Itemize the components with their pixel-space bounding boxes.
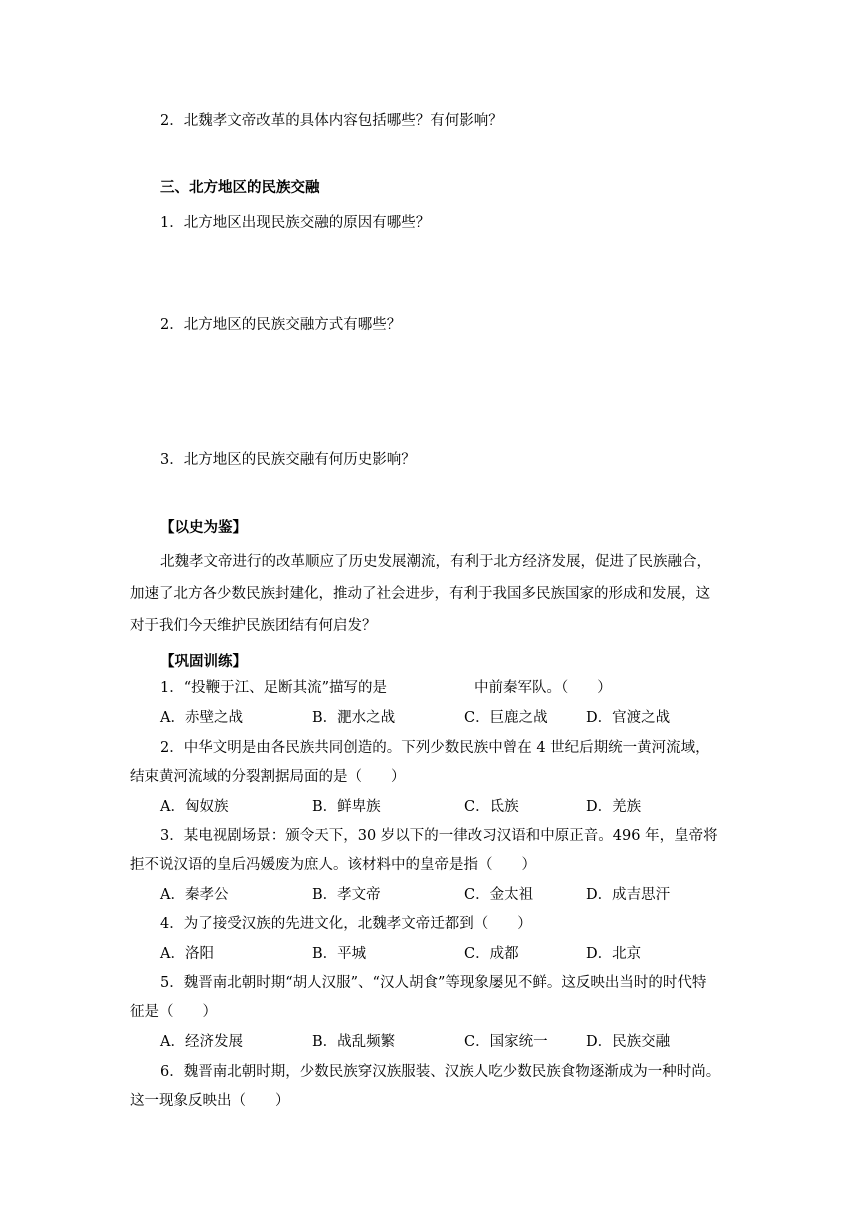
section3-question-3: 3．北方地区的民族交融有何历史影响？: [160, 452, 416, 468]
option-b: B．淝水之战: [312, 710, 396, 726]
option-b: B．鲜卑族: [312, 799, 381, 815]
option-d: D．官渡之战: [586, 710, 671, 726]
practice-question-6: 6．魏晋南北朝时期，少数民族穿汉族服装、汉族人吃少数民族食物逐渐成为一种时尚。: [160, 1064, 721, 1080]
practice-question-2: 2．中华文明是由各民族共同创造的。下列少数民族中曾在 4 世纪后期统一黄河流域，: [160, 740, 710, 756]
section2-question-2: 2．北魏孝文帝改革的具体内容包括哪些？有何影响？: [160, 113, 503, 129]
practice-question-2-cont: 结束黄河流域的分裂割据局面的是（ ）: [130, 769, 406, 785]
section3-question-2: 2．北方地区的民族交融方式有哪些？: [160, 317, 402, 333]
option-a: A．匈奴族: [160, 799, 229, 815]
history-paragraph-line: 对于我们今天维护民族团结有何启发？: [130, 618, 377, 634]
practice-question-4: 4．为了接受汉族的先进文化，北魏孝文帝迁都到（ ）: [160, 916, 532, 932]
option-b: B．孝文帝: [312, 887, 381, 903]
option-d: D．北京: [586, 946, 642, 962]
history-paragraph-line: 北魏孝文帝进行的改革顺应了历史发展潮流，有利于北方经济发展，促进了民族融合，: [160, 554, 711, 570]
option-d: D．羌族: [586, 799, 642, 815]
practice-question-3: 3．某电视剧场景：颁令天下，30 岁以下的一律改习汉语和中原正音。496 年，皇帝将: [160, 828, 718, 844]
option-c: C．巨鹿之战: [464, 710, 548, 726]
history-paragraph-line: 加速了北方各少数民族封建化，推动了社会进步，有利于我国多民族国家的形成和发展，这: [130, 586, 710, 602]
practice-question-1-options: [160, 708, 720, 728]
history-heading: 【以史为鉴】: [160, 520, 247, 536]
option-c: C．氐族: [464, 799, 519, 815]
section3-question-1: 1．北方地区出现民族交融的原因有哪些？: [160, 215, 431, 231]
option-c: C．国家统一: [464, 1034, 548, 1050]
practice-question-2-options: [160, 797, 720, 817]
practice-question-4-options: [160, 944, 720, 964]
practice-question-1: 1．“投鞭于江、足断其流”描写的是 中前秦军队。（ ）: [160, 680, 612, 696]
option-d: D．成吉思汗: [586, 887, 671, 903]
practice-question-3-options: [160, 885, 720, 905]
option-a: A．秦孝公: [160, 887, 229, 903]
practice-question-5: 5．魏晋南北朝时期“胡人汉服”、“汉人胡食”等现象屡见不鲜。这反映出当时的时代特: [160, 975, 707, 991]
option-c: C．成都: [464, 946, 519, 962]
option-d: D．民族交融: [586, 1034, 671, 1050]
option-a: A．经济发展: [160, 1034, 243, 1050]
option-b: B．平城: [312, 946, 367, 962]
practice-question-5-options: [160, 1032, 720, 1052]
practice-heading: 【巩固训练】: [160, 654, 247, 670]
section3-heading: 三、北方地区的民族交融: [160, 180, 320, 196]
option-c: C．金太祖: [464, 887, 534, 903]
practice-question-6-cont: 这一现象反映出（ ）: [130, 1093, 290, 1109]
option-a: A．赤壁之战: [160, 710, 243, 726]
option-a: A．洛阳: [160, 946, 214, 962]
option-b: B．战乱频繁: [312, 1034, 396, 1050]
practice-question-5-cont: 征是（ ）: [130, 1004, 217, 1020]
practice-question-3-cont: 拒不说汉语的皇后冯媛废为庶人。该材料中的皇帝是指（ ）: [130, 857, 536, 873]
